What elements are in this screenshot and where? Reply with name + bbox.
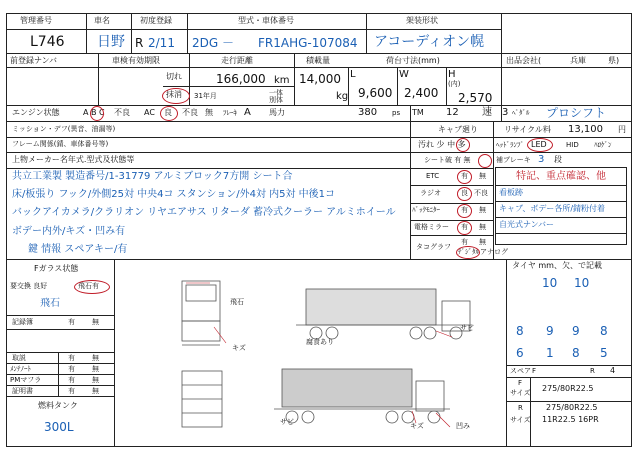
circle-mark: [456, 246, 480, 259]
divider: [6, 385, 114, 386]
label-power-mirror: 電格ミラー: [414, 223, 449, 231]
label-integral: 一体: [269, 89, 283, 97]
record-yes: 有: [68, 318, 75, 326]
label-expired: 切れ: [166, 72, 182, 81]
tacho-digital: ﾃﾞｼﾞﾀﾙ: [458, 248, 479, 256]
label-dimensions: 荷台寸法(mm): [386, 56, 440, 65]
etc-yes: 有: [461, 172, 468, 180]
tacho-analog: アナログ: [480, 248, 508, 256]
label-aux-brake: 補ブレーキ: [496, 156, 531, 164]
radio-good: 良: [461, 189, 468, 197]
label-ac: AC: [144, 108, 155, 117]
label-pm-muffler: PMマフラ: [10, 376, 42, 384]
auction-sheet: [6, 13, 632, 447]
divider: [495, 217, 626, 218]
spec-line-2: 床/板張り フック/外側25対 中央4コ スタンション/外4対 内5対 中後1コ: [12, 189, 336, 200]
divider: [114, 259, 115, 447]
circle-mark: [457, 204, 472, 218]
mileage-unit: km: [274, 75, 290, 86]
divider: [410, 105, 411, 121]
spec-line-4: ボデー内外/キズ・凹み有: [12, 226, 126, 237]
size-front-label: F: [518, 379, 523, 387]
spec-line-1: 共立工業製 製造番号/1-31779 アルミブロック7方開 シート合: [12, 171, 293, 182]
divider: [410, 220, 493, 221]
recycle-unit: 円: [618, 125, 626, 134]
radio-bad: 不良: [474, 189, 488, 197]
tire-front-right: 10: [574, 276, 590, 290]
maint-yes: 有: [68, 365, 75, 373]
mirror-yes: 有: [461, 223, 468, 231]
label-prev-plate: 前登録ナンバ: [10, 56, 58, 65]
divider: [6, 352, 114, 353]
tire-r1-3: 9: [572, 324, 580, 338]
gear-unit: 速: [482, 107, 492, 118]
divider: [6, 259, 632, 260]
tire-size-front: 275/80R22.5: [542, 384, 594, 393]
divider: [6, 29, 501, 30]
seat-tear: シート破 有 無: [424, 156, 471, 164]
divider: [495, 233, 626, 234]
col-reg: 初度登録: [140, 16, 172, 25]
divider: [6, 315, 114, 316]
manual-no: 無: [92, 354, 99, 362]
mgmt-no: L746: [30, 34, 65, 50]
label-back-monitor: ﾊﾞｯｸﾓﾆﾀｰ: [412, 206, 440, 214]
divider: [530, 377, 531, 447]
col-body: 架装形状: [406, 16, 438, 25]
spare-value: 4: [610, 366, 616, 375]
diagram-note-chip: 飛石: [230, 298, 244, 306]
frame-line: [631, 13, 632, 447]
divider: [58, 352, 59, 396]
divider: [6, 168, 410, 169]
label-spare: スペア: [510, 367, 531, 375]
spare-front: F: [532, 367, 537, 375]
divider: [6, 374, 114, 375]
divider: [6, 53, 632, 54]
spec-line-5: 鍵 情報 スペアキー/有: [28, 244, 128, 255]
label-certificate: 証明書: [12, 387, 33, 395]
spec-line-3: バックアイカメラ/クラリオン リヤエアサス リターダ 蓄冷式クーラー アルミホイール: [12, 207, 396, 218]
circle-mark: [456, 138, 470, 152]
divider: [495, 201, 626, 202]
height-value: 2,570: [458, 91, 493, 105]
label-width: W: [399, 69, 409, 80]
divider: [163, 86, 294, 87]
divider: [397, 67, 398, 105]
divider: [6, 396, 114, 397]
frame-line: [6, 13, 632, 14]
tire-r1-2: 9: [546, 324, 554, 338]
divider: [348, 67, 349, 105]
diagram-note-rust: サビ: [460, 324, 474, 332]
label-size-front: サイズ: [510, 389, 531, 397]
label-tm: TM: [412, 108, 424, 117]
circle-mark: [457, 170, 472, 184]
aux-brake-unit: 段: [554, 155, 562, 164]
label-pedal: ﾍﾟﾀﾞﾙ: [512, 109, 530, 117]
label-recycle: リサイクル料: [504, 125, 551, 134]
load-value: 14,000: [299, 72, 341, 86]
label-manual: 取説: [12, 354, 26, 362]
label-body-maker: 上物メーカー名年式.型式及状態等: [12, 155, 135, 164]
divider: [86, 13, 87, 53]
divider: [501, 13, 502, 105]
cert-yes: 有: [68, 387, 75, 395]
divider: [506, 377, 632, 378]
divider: [6, 137, 410, 138]
frame-line: [6, 446, 632, 447]
divider: [501, 105, 502, 121]
seller-pref: 兵庫: [570, 56, 586, 65]
load-unit: kg: [336, 91, 349, 102]
cancel-date: 31年月: [194, 92, 217, 100]
aux-brake-stages: 3: [538, 154, 545, 165]
circle-mark: [162, 88, 190, 104]
body-type: アコーディオン幌: [374, 34, 485, 50]
hp-value: 380: [358, 107, 378, 118]
divider: [6, 152, 410, 153]
label-windshield: Fガラス状態: [34, 264, 79, 273]
tacho-yes: 有: [461, 238, 468, 246]
diagram-note-dent: 凹み: [456, 422, 470, 430]
recycle-fee: 13,100: [568, 124, 603, 135]
label-brake: ﾌﾚｰｷ: [223, 109, 237, 117]
divider: [506, 401, 632, 402]
windshield-chip: 飛石有: [78, 282, 99, 290]
tire-size-rear-2: 11R22.5 16PR: [542, 415, 599, 424]
brake-value: A: [244, 107, 251, 118]
ac-good: 良: [164, 108, 172, 117]
maint-no: 無: [92, 365, 99, 373]
col-mgmt-no: 管理番号: [20, 16, 52, 25]
note-1: 看板跡: [499, 188, 523, 197]
label-height: H: [448, 69, 456, 80]
col-maker: 車名: [94, 16, 110, 25]
divider: [410, 168, 493, 169]
divider: [410, 137, 632, 138]
shift-type: プロシフト: [546, 106, 607, 120]
circle-mark: [74, 280, 110, 294]
circle-mark: [90, 106, 104, 121]
label-maint-note: ﾒﾝﾃﾉｰﾄ: [10, 365, 31, 373]
ac-bad: 不良: [182, 108, 198, 117]
circle-mark: [478, 154, 492, 168]
divider: [495, 185, 626, 186]
label-hp: 馬力: [269, 108, 285, 117]
label-cancelled: 抹消: [166, 90, 182, 99]
cert-no: 無: [92, 387, 99, 395]
maker: 日野: [97, 34, 125, 50]
label-length: L: [350, 69, 356, 80]
label-mileage: 走行距離: [221, 56, 253, 65]
backmon-yes: 有: [461, 206, 468, 214]
col-model: 型式・車体番号: [238, 16, 294, 25]
reg-date: 2/11: [148, 36, 175, 50]
manual-yes: 有: [68, 354, 75, 362]
era: R: [135, 36, 144, 50]
label-load: 積載量: [306, 56, 330, 65]
label-inspection: 車検有効期限: [112, 56, 160, 65]
label-separate: 別体: [269, 96, 283, 104]
divider: [98, 53, 99, 105]
divider: [410, 235, 493, 236]
truck-diagram: [116, 261, 504, 445]
divider: [446, 67, 447, 105]
etc-no: 無: [479, 172, 486, 180]
vin: FR1AHG-107084: [258, 36, 358, 50]
label-frame: フレーム関係(錆、車体番号等): [12, 140, 109, 148]
label-headlamp: ﾍｯﾄﾞﾗﾝﾌﾟ: [496, 141, 524, 149]
divider: [366, 13, 367, 53]
tire-r1-1: 8: [516, 324, 524, 338]
hp-unit: ps: [392, 109, 401, 117]
pm-yes: 有: [68, 376, 75, 384]
label-seller: 出品会社(: [506, 56, 542, 65]
seller-suffix: 県): [608, 56, 620, 65]
divider: [131, 13, 132, 53]
label-size-rear: サイズ: [510, 416, 531, 424]
tacho-no: 無: [479, 238, 486, 246]
tire-r2-4: 5: [600, 346, 608, 360]
divider: [506, 259, 507, 447]
backmon-no: 無: [479, 206, 486, 214]
ac-none: 無: [205, 108, 213, 117]
divider: [410, 185, 493, 186]
divider: [6, 121, 632, 122]
note-2: キャブ、ボデー各所/錆粉付着: [499, 204, 606, 213]
gear-count: 12: [446, 107, 459, 118]
pm-no: 無: [92, 376, 99, 384]
diagram-note-scratch-2: キズ: [410, 422, 424, 430]
divider: [410, 121, 411, 259]
tire-front-left: 10: [542, 276, 558, 290]
label-fuel-tank: 燃料タンク: [38, 401, 78, 410]
tire-r1-4: 8: [600, 324, 608, 338]
lamp-halogen: ﾊﾛｹﾞﾝ: [594, 141, 612, 149]
label-record-book: 記録簿: [12, 318, 33, 326]
width-value: 2,400: [404, 86, 439, 100]
diagram-note-corrosion: 腐食あり: [306, 338, 334, 346]
tire-r2-1: 6: [516, 346, 524, 360]
pedal-count: 3: [502, 107, 509, 118]
circle-mark: [160, 106, 178, 121]
length-value: 9,600: [358, 86, 393, 100]
fuel-tank-value: 300L: [44, 420, 74, 434]
label-mission: ミッション・デフ(異音、油漏等): [12, 125, 116, 133]
record-no: 無: [92, 318, 99, 326]
lamp-hid: HID: [566, 141, 579, 149]
label-inner: (内): [448, 80, 461, 88]
divider: [6, 329, 114, 330]
label-radio: ラジオ: [420, 189, 441, 197]
note-3: 自光式ナンバー: [499, 220, 555, 229]
divider: [187, 13, 188, 53]
diagram-note-rust-2: サビ: [280, 418, 294, 426]
divider: [6, 363, 114, 364]
divider: [493, 121, 494, 259]
model: 2DG －: [192, 36, 234, 50]
dirt-levels: 汚れ 少 中 多: [418, 140, 466, 149]
tire-r2-3: 8: [572, 346, 580, 360]
engine-bad: 不良: [114, 108, 130, 117]
frame-line: [6, 13, 7, 447]
divider: [6, 67, 632, 68]
circle-mark: [527, 138, 553, 152]
windshield-options: 要交換 良好: [10, 282, 48, 290]
lamp-led: LED: [531, 140, 547, 149]
tires-title: タイヤ mm、欠、で記載: [512, 261, 602, 270]
divider: [294, 53, 295, 105]
label-cab: キャブ廻り: [438, 125, 478, 134]
windshield-status: 飛石: [40, 298, 60, 309]
tire-r2-2: 1: [546, 346, 554, 360]
mirror-no: 無: [479, 223, 486, 231]
divider: [410, 203, 493, 204]
size-rear-label: R: [518, 404, 523, 412]
notes-title: 特記、重点確認、他: [516, 171, 606, 182]
engine-grades: A B C: [83, 108, 105, 117]
circle-mark: [457, 221, 472, 235]
tire-size-rear-1: 275/80R22.5: [546, 403, 598, 412]
divider: [410, 152, 632, 153]
spare-rear: R: [590, 367, 595, 375]
mileage-value: 166,000: [216, 72, 266, 86]
diagram-note-scratch: キズ: [232, 344, 246, 352]
label-engine: エンジン状態: [12, 108, 60, 117]
circle-mark: [457, 187, 472, 201]
label-tachograph: タコグラフ: [416, 243, 451, 251]
label-etc: ETC: [426, 172, 440, 180]
